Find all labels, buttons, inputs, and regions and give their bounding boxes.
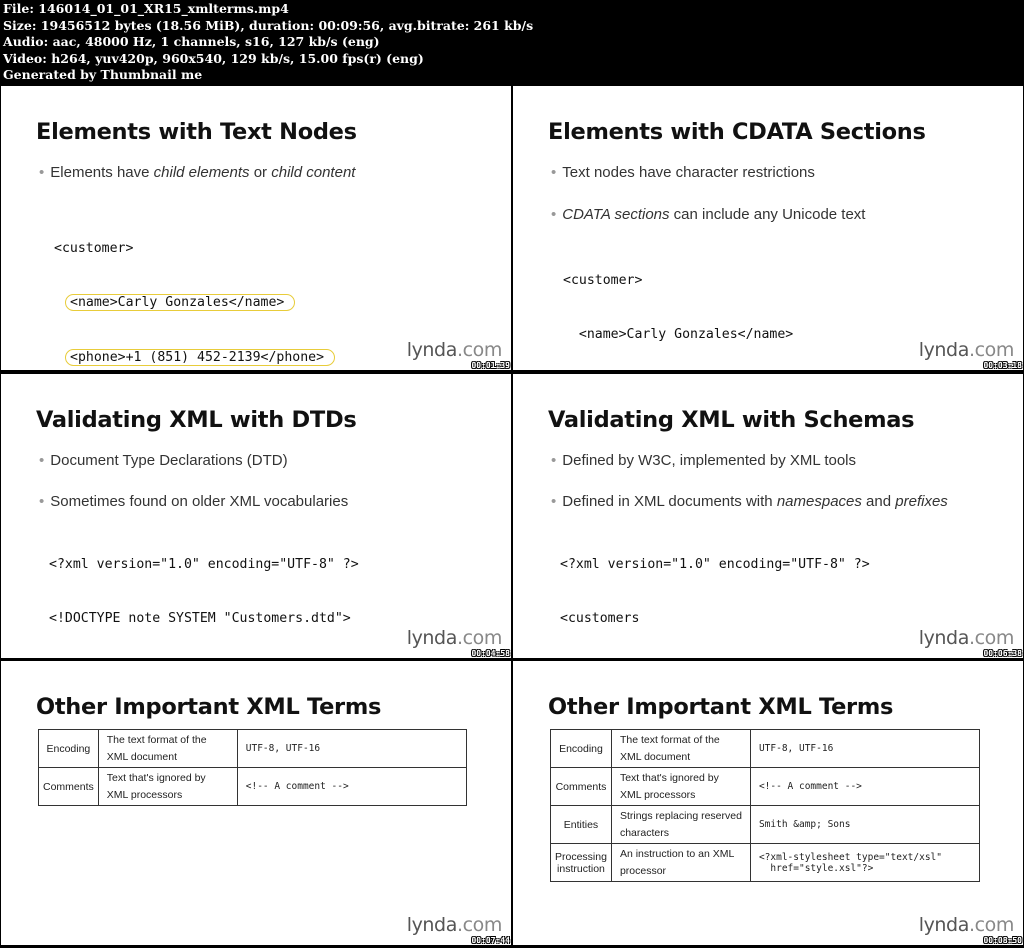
table-row bbox=[551, 806, 980, 844]
example-cell: UTF-8, UTF-16 bbox=[750, 730, 979, 768]
lynda-logo: lynda.com bbox=[406, 627, 502, 649]
code-line: <name>Carly Gonzales</name> bbox=[563, 327, 794, 343]
bullet-dot-icon: • bbox=[39, 452, 45, 469]
code-block bbox=[563, 235, 928, 370]
size-line: Size: 19456512 bytes (18.56 MiB), duration: 00:09:56, avg.bitrate: 261 kb/s bbox=[3, 17, 534, 33]
bullet-item: • Defined in XML documents with namespaces and prefixes bbox=[551, 493, 948, 510]
lynda-logo: lynda.com bbox=[406, 339, 502, 361]
code-line: <customers bbox=[560, 611, 640, 627]
bullet-dot-icon: • bbox=[551, 493, 557, 510]
example-cell: <?xml-stylesheet type="text/xsl" href="style.xsl"?> bbox=[750, 844, 979, 882]
bullet-item: • Document Type Declarations (DTD) bbox=[39, 452, 288, 469]
slide-thumbnail[interactable] bbox=[513, 374, 1023, 658]
slide-title: Other Important XML Terms bbox=[36, 694, 382, 720]
file-line: File: 146014_01_01_XR15_xmlterms.mp4 bbox=[3, 1, 289, 16]
bullet-dot-icon: • bbox=[551, 452, 557, 469]
definition-cell: The text format of the XML document bbox=[98, 730, 237, 768]
audio-line: Audio: aac, 48000 Hz, 1 channels, s16, 127 kb/s (eng) bbox=[3, 34, 380, 49]
bullet-item: • Defined by W3C, implemented by XML tools bbox=[551, 452, 857, 469]
bullet-item: • Text nodes have character restrictions bbox=[551, 164, 815, 181]
timestamp: 00:03:18 bbox=[983, 361, 1022, 370]
terms-table bbox=[38, 729, 467, 806]
code-line: <?xml version="1.0" encoding="UTF-8" ?> bbox=[49, 556, 359, 572]
definition-cell: Strings replacing reserved characters bbox=[611, 806, 750, 844]
table-row bbox=[551, 768, 980, 806]
slide-thumbnail[interactable] bbox=[513, 86, 1023, 370]
slide-thumbnail[interactable] bbox=[1, 374, 511, 658]
lynda-logo: lynda.com bbox=[918, 627, 1014, 649]
timestamp: 00:01:39 bbox=[471, 361, 510, 370]
bullet-dot-icon: • bbox=[551, 206, 557, 223]
slide-thumbnail[interactable] bbox=[1, 86, 511, 370]
video-line: Video: h264, yuv420p, 960x540, 129 kb/s, 15.00 fps(r) (eng) bbox=[3, 50, 424, 66]
definition-cell: The text format of the XML document bbox=[611, 730, 750, 768]
example-cell: UTF-8, UTF-16 bbox=[237, 730, 466, 768]
slide-title: Validating XML with DTDs bbox=[36, 407, 357, 433]
code-line: <customer> bbox=[563, 272, 643, 288]
bullet-dot-icon: • bbox=[551, 164, 557, 181]
lynda-logo: lynda.com bbox=[406, 914, 502, 936]
term-cell: Encoding bbox=[39, 730, 99, 768]
term-cell: Comments bbox=[39, 768, 99, 806]
term-cell: Entities bbox=[551, 806, 612, 844]
bullet-dot-icon: • bbox=[39, 493, 45, 510]
slide-title: Validating XML with Schemas bbox=[548, 407, 915, 433]
definition-cell: An instruction to an XML processor bbox=[611, 844, 750, 882]
term-cell: Processing instruction bbox=[551, 844, 612, 882]
terms-table bbox=[550, 729, 980, 882]
table-row bbox=[551, 730, 980, 768]
highlighted-code-line: <name>Carly Gonzales</name> bbox=[65, 294, 295, 311]
file-info-header bbox=[0, 0, 1024, 86]
lynda-logo: lynda.com bbox=[918, 914, 1014, 936]
table-row bbox=[39, 768, 467, 806]
timestamp: 00:04:58 bbox=[471, 649, 510, 658]
slide-thumbnail[interactable] bbox=[1, 661, 511, 945]
slide-title: Other Important XML Terms bbox=[548, 694, 894, 720]
definition-cell: Text that's ignored by XML processors bbox=[611, 768, 750, 806]
code-block bbox=[560, 519, 941, 658]
example-cell: Smith &amp; Sons bbox=[750, 806, 979, 844]
code-line: <customer> bbox=[54, 240, 134, 256]
timestamp: 00:08:50 bbox=[983, 936, 1022, 945]
timestamp: 00:07:44 bbox=[471, 936, 510, 945]
table-row bbox=[551, 844, 980, 882]
highlighted-code-line: <phone>+1 (851) 452-2139</phone> bbox=[65, 349, 335, 366]
bullet-item: • Elements have child elements or child content bbox=[39, 164, 356, 181]
term-cell: Comments bbox=[551, 768, 612, 806]
generator-line: Generated by Thumbnail me bbox=[3, 67, 203, 82]
timestamp: 00:06:38 bbox=[983, 649, 1022, 658]
example-cell: <!-- A comment --> bbox=[750, 768, 979, 806]
bullet-dot-icon: • bbox=[39, 164, 45, 181]
term-cell: Encoding bbox=[551, 730, 612, 768]
bullet-item: • CDATA sections can include any Unicode text bbox=[551, 206, 866, 223]
definition-cell: Text that's ignored by XML processors bbox=[98, 768, 237, 806]
code-block bbox=[54, 203, 335, 370]
slide-title: Elements with CDATA Sections bbox=[548, 119, 926, 145]
code-line: <?xml version="1.0" encoding="UTF-8" ?> bbox=[560, 556, 870, 572]
code-block bbox=[49, 519, 359, 658]
slide-title: Elements with Text Nodes bbox=[36, 119, 357, 145]
lynda-logo: lynda.com bbox=[918, 339, 1014, 361]
table-row bbox=[39, 730, 467, 768]
example-cell: <!-- A comment --> bbox=[237, 768, 466, 806]
bullet-item: • Sometimes found on older XML vocabularies bbox=[39, 493, 349, 510]
slide-thumbnail[interactable] bbox=[513, 661, 1023, 945]
code-line: <!DOCTYPE note SYSTEM "Customers.dtd"> bbox=[49, 611, 351, 627]
